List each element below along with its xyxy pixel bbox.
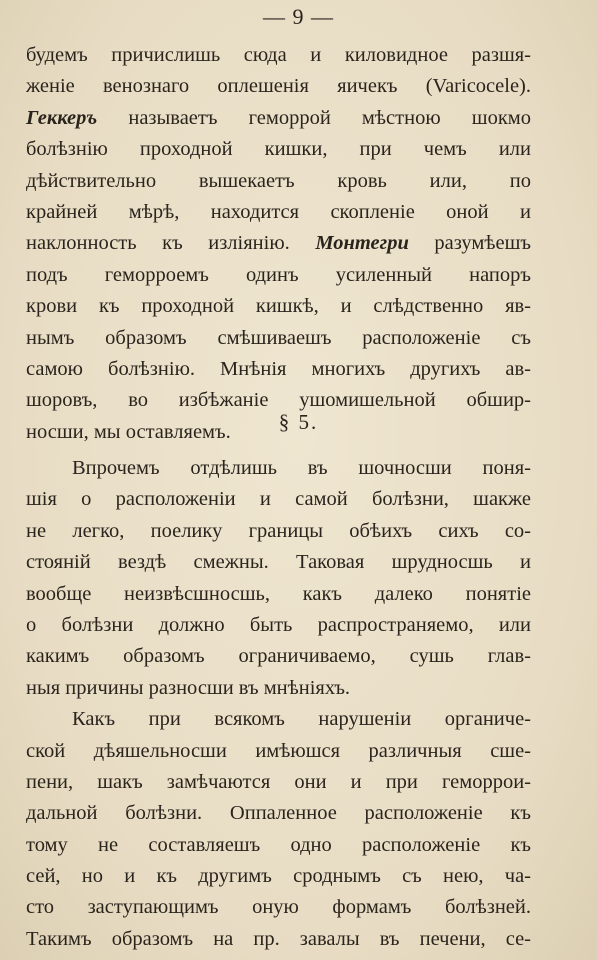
text-line: какимъ образомъ ограничиваемо, сушь глав- [26,645,531,668]
text-line: дальной болѣзни. Оппаленное расположеніе къ [26,802,531,825]
text-line: тому не составляешъ одно расположеніе къ [26,833,531,856]
text-line: ской дѣяшельносши имѣюшся различныя сше- [26,739,531,762]
section-body [26,453,531,955]
text-line: Впрочемъ отдѣлишь въ шочносши поня- [72,457,531,479]
text-line: Такимъ образомъ на пр. завалы въ печени, се- [26,927,531,950]
text-line: шоровъ, во избѣжаніе ушомишельной обшир- [26,389,531,412]
text-line: подъ геморроемъ одинъ усиленный напоръ [26,263,531,286]
text-line: самою болѣзнію. Мнѣнія многихъ другихъ ав- [26,357,531,380]
text-line: сей, но и къ другимъ сроднымъ съ нею, ча- [26,865,531,888]
text-line: о болѣзни должно быть распространяемо, или [26,613,531,636]
page-number: — 9 — [263,4,334,29]
text-line: ныя причины разносши въ мнѣніяхъ. [26,676,351,699]
text-fragment: наклонность къ изліянію. [26,232,316,255]
text-line: крайней мѣрѣ, находится скопленіе оной и [26,200,531,223]
author-name-heckker: Геккеръ [26,106,98,129]
text-line: сто заступающимъ оную формамъ болѣзней. [26,896,531,919]
section-heading: § 5. [278,410,319,434]
text-line: шія о расположеніи и самой болѣзни, шакже [26,488,531,511]
text-line: вообще неизвѣсшносшь, какъ далеко понятіе [26,582,531,605]
text-line: будемъ причислишь сюда и киловидное разшя- [26,44,531,66]
text-line: крови къ проходной кишкѣ, и слѣдственно яв- [26,295,531,318]
text-line: пени, шакъ замѣчаются они и при геморрои- [26,770,531,793]
paragraph-continued [26,40,531,448]
text-fragment: разумѣешъ [408,232,531,255]
author-name-montegri: Монтегри [315,232,409,255]
text-line: носши, мы оставляемъ. [26,420,231,443]
text-line: женіе венознаго оплешенія яичекъ (Varicocele). [26,75,531,98]
text-line [26,228,531,259]
text-line: дѣйствительно вышекаетъ кровь или, по [26,169,531,192]
text-line: нымъ образомъ смѣшиваешъ расположеніе съ [26,326,531,349]
text-fragment: называетъ геморрой мѣстною шокмо [97,106,531,129]
text-line [26,103,531,134]
text-line: Какъ при всякомъ нарушеніи органиче- [72,708,531,731]
text-line: болѣзнію проходной кишки, при чемъ или [26,138,531,161]
text-line: не легко, поелику границы обѣихъ сихъ со- [26,519,531,542]
text-line: стояній вездѣ смежны. Таковая шрудносшь и [26,551,531,574]
